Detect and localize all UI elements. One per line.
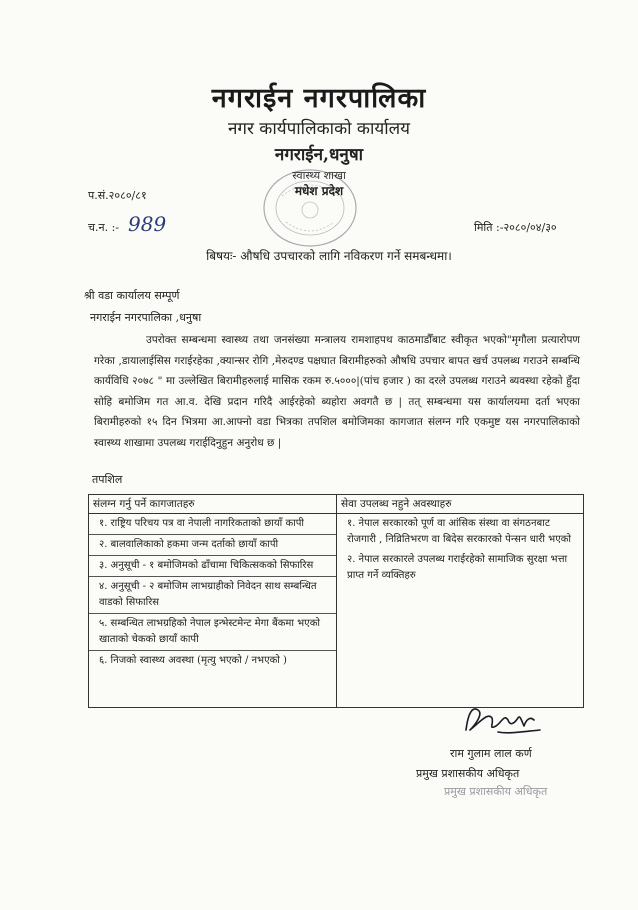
documents-column-header: संलग्न गर्नु पर्ने कागजातहरु: [89, 495, 336, 514]
letter-subject: बिषयः- औषधि उपचारको लागि नविकरण गर्ने समबन्धमा।: [206, 249, 452, 263]
province-name: मधेश प्रदेश: [294, 184, 344, 198]
recipient-line-2: नगराईन नगरपालिका ,धनुषा: [90, 311, 202, 324]
letter-body-text: उपरोक्त सम्बन्धमा स्वास्थ्य तथा जनसंख्या मन्त्रालय रामशाहपथ काठमाडौँबाट स्वीकृत भएको"मृगौला प्रत्यारोपण गरेका ,डायालाईसिस गराईरहेका ,क्यान्सर रोगि ,मेरुदण्ड पक्षघात बिरामीहरुको औषधि उपचार बापत खर्च उपलब्ध गराउने सम्बन्धि कार्यविधि २०७८ " मा उल्लेखित बिरामीहरुलाई मासिक रकम रु.५०००|(पांच हजार ) का दरले उपलब्ध गराउने ब्यवस्था रहेको हुँदा सोहि बमोजिम गत आ.व. देखि प्रदान गरिदै आईरहेको ब्यहोरा अवगतै छ | तत् सम्बन्धमा यस कार्यालयमा दर्ता भएका बिरामीहरुको १५ दिन भित्रमा आ.आफ्नो वडा भित्रका तपशिल बमोजिमका कागजात संलग्न गरि एकमुष्ट यस नगरपालिकाको स्वास्थ्य शाखामा उपलब्ध गराईदिनुहुन अनुरोध छ |: [94, 334, 580, 449]
office-name: नगर कार्यपालिकाको कार्यालय: [227, 119, 411, 139]
document-item: २. बालवालिकाको हकमा जन्म दर्ताको छायाँ कापी: [89, 535, 336, 556]
organization-name: नगराईन नगरपालिका: [211, 83, 427, 114]
requirements-table: [88, 494, 584, 708]
document-item: ४. अनुसूची - २ बमोजिम लाभग्राहीको निवेदन साथ सम्बन्धित वाडको सिफारिस: [89, 577, 336, 614]
signatory-stamp: प्रमुख प्रशासकीय अधिकृत: [444, 785, 548, 798]
letter-body: [94, 330, 580, 453]
dispatch-label: च.न. :-: [88, 221, 120, 234]
signatory-title: प्रमुख प्रशासकीय अधिकृत: [416, 767, 520, 780]
ineligibility-column-header: सेवा उपलब्ध नहुने अवस्थाहरु: [337, 495, 583, 514]
document-item: ६. निजको स्वास्थ्य अवस्था (मृत्यु भएको / नभएको ): [99, 655, 287, 666]
reference-number: प.सं.२०८०/८१: [88, 189, 147, 202]
handwritten-signature: [458, 700, 548, 740]
document-item: १. राष्ट्रिय परिचय पत्र वा नेपाली नागरिकताको छायाँ कापी: [89, 514, 336, 535]
letter-date: मिति :-२०८०/०४/३०: [474, 221, 557, 234]
dispatch-number: 989: [128, 212, 167, 236]
ineligibility-column: [337, 495, 583, 707]
document-item: ५. सम्बन्धित लाभग्रहिको नेपाल इन्भेस्टमेन्ट मेगा बैंकमा भएको खाताको चेकको छायाँ कापी: [89, 614, 336, 651]
documents-column: [89, 495, 337, 707]
ineligibility-item: २. नेपाल सरकारले उपलब्ध गराईरहेको सामाजिक सुरक्षा भत्ता प्राप्त गर्ने व्यक्तिहरु: [347, 554, 568, 581]
document-item: ३. अनुसूची - १ बमोजिमको ढाँचामा चिकित्सकको सिफारिस: [89, 556, 336, 577]
ineligibility-item: १. नेपाल सरकारको पूर्ण वा आंसिक संस्था वा संगठनबाट रोजगारी , निव्रितिभरण वा बिदेस सरकारको पेन्सन धारी भएको: [347, 518, 571, 545]
signatory-name: राम गुलाम लाल कर्ण: [450, 747, 532, 760]
annex-label: तपशिल: [92, 473, 123, 486]
place-name: नगराईन,धनुषा: [274, 145, 364, 165]
recipient-line-1: श्री वडा कार्यालय सम्पूर्ण: [84, 289, 180, 302]
branch-name: स्वास्थ्य शाखा: [292, 169, 346, 182]
